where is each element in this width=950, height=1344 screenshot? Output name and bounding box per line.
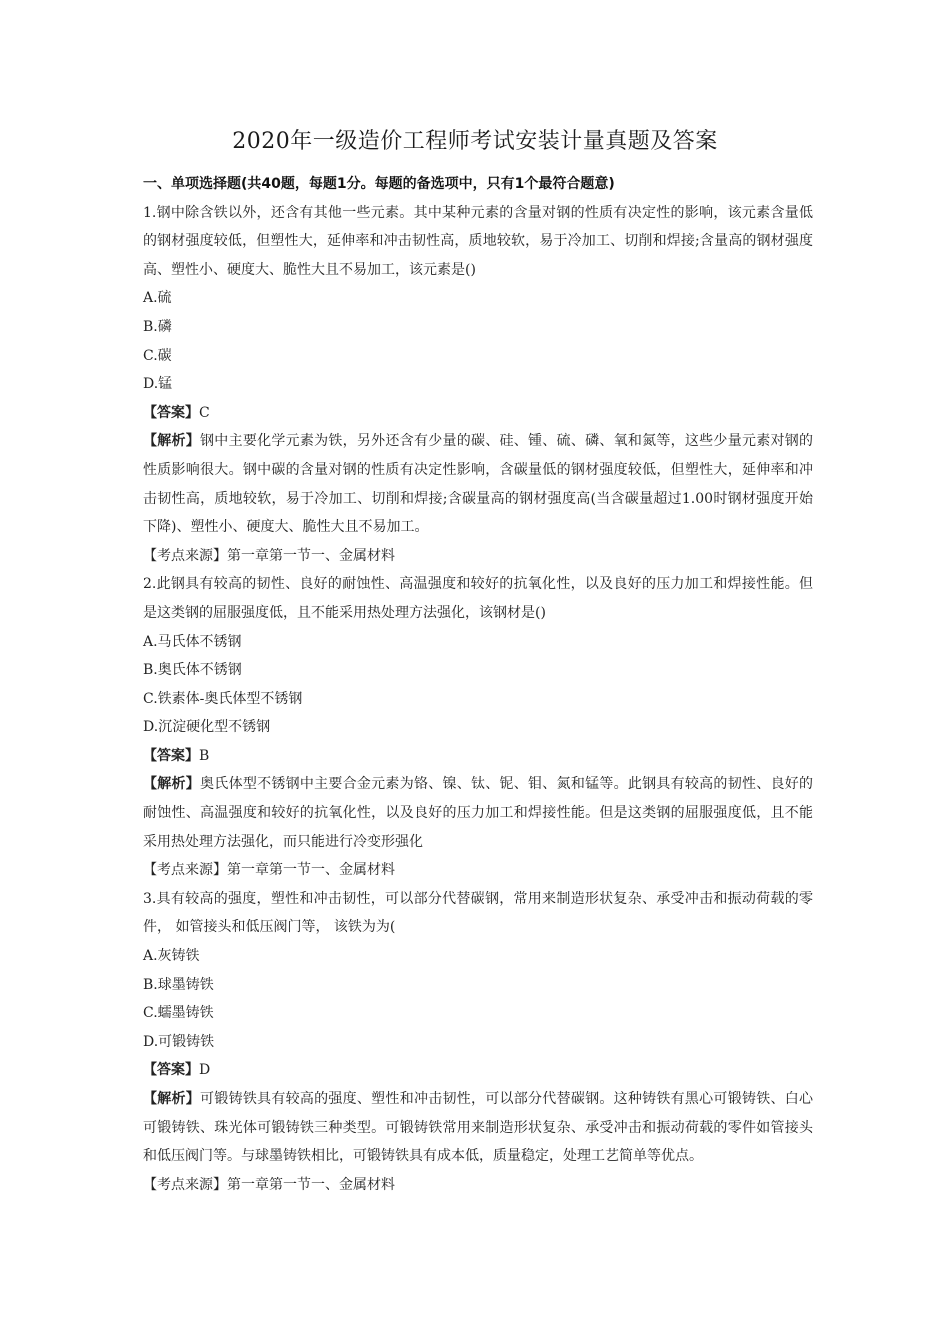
- answer-line: [143, 399, 813, 428]
- question-3: [143, 885, 813, 1200]
- answer-label: 【答案】: [143, 747, 199, 764]
- source-line: [143, 856, 813, 885]
- source-label: 【考点来源】: [143, 862, 227, 879]
- analysis-label: 【解析】: [143, 776, 201, 793]
- option-d: D.沉淀硬化型不锈钢: [143, 719, 271, 736]
- option-b: B.球墨铸铁: [143, 976, 214, 993]
- analysis-label: 【解析】: [143, 433, 201, 450]
- source-text: 第一章第一节一、金属材料: [227, 547, 395, 564]
- option-d: D.锰: [143, 376, 173, 393]
- analysis-text: 可锻铸铁具有较高的强度、塑性和冲击韧性，可以部分代替碳钢。这种铸铁有黑心可锻铸铁、白心可锻铸铁、珠光体可锻铸铁三种类型。可锻铸铁常用来制造形状复杂、承受冲击和振动荷载的零件如管接头和低压阀门等。与球墨铸铁相比，可锻铸铁具有成本低，质量稳定，处理工艺简单等优点。: [143, 1091, 814, 1165]
- question-2: [143, 570, 813, 885]
- question-stem: 3.具有较高的强度，塑性和冲击韧性，可以部分代替碳钢，常用来制造形状复杂、承受冲击和振动荷载的零件， 如管接头和低压阀门等， 该铁为为(: [143, 890, 813, 936]
- question-1: [143, 199, 813, 571]
- option-c: C.碳: [143, 347, 172, 364]
- source-label: 【考点来源】: [143, 1176, 227, 1193]
- answer-value: D: [199, 1062, 211, 1079]
- option-b: B.奥氏体不锈钢: [143, 662, 242, 679]
- source-line: [143, 1171, 813, 1200]
- option-a: A.硫: [143, 290, 172, 307]
- answer-value: B: [199, 747, 210, 764]
- question-stem: 2.此钢具有较高的韧性、良好的耐蚀性、高温强度和较好的抗氧化性，以及良好的压力加工和焊接性能。但是这类钢的屈服强度低，且不能采用热处理方法强化，该钢材是(): [143, 576, 813, 621]
- option-c: C.铁素体-奥氏体型不锈钢: [143, 690, 303, 707]
- option-d: D.可锻铸铁: [143, 1033, 215, 1050]
- analysis-label: 【解析】: [143, 1091, 201, 1107]
- section-heading: 一、单项选择题(共40题，每题1分。每题的备选项中，只有1个最符合题意): [143, 176, 615, 192]
- option-c: C.蠕墨铸铁: [143, 1005, 214, 1022]
- answer-line: [143, 742, 813, 771]
- option-a: A.灰铸铁: [143, 948, 200, 965]
- document-title: 2020年一级造价工程师考试安装计量真题及答案: [232, 129, 718, 154]
- source-text: 第一章第一节一、金属材料: [227, 862, 395, 879]
- analysis-paragraph: [143, 770, 813, 856]
- analysis-text: 奥氏体型不锈钢中主要合金元素为铬、镍、钛、铌、钼、氮和锰等。此钢具有较高的韧性、良好的耐蚀性、高温强度和较好的抗氧化性，以及良好的压力加工和焊接性能。但是这类钢的屈服强度低，且不能采用热处理方法强化，而只能进行冷变形强化: [143, 776, 814, 850]
- document-body: [143, 170, 813, 1199]
- source-line: [143, 542, 813, 571]
- source-label: 【考点来源】: [143, 547, 227, 564]
- analysis-text: 钢中主要化学元素为铁，另外还含有少量的碳、硅、锺、硫、磷、氧和氮等，这些少量元素对钢的性质影响很大。钢中碳的含量对钢的性质有决定性影响，含碳量低的钢材强度较低，但塑性大，延伸率和冲击韧性高，质地较软，易于冷加工、切削和焊接;含碳量高的钢材强度高(当含碳量超过1.00时钢材强度开始下降)、塑性小、硬度大、脆性大且不易加工。: [143, 433, 814, 536]
- source-text: 第一章第一节一、金属材料: [227, 1176, 395, 1193]
- option-a: A.马氏体不锈钢: [143, 633, 242, 650]
- answer-value: C: [199, 404, 210, 421]
- analysis-paragraph: [143, 427, 813, 541]
- analysis-paragraph: [143, 1085, 813, 1171]
- option-b: B.磷: [143, 318, 172, 335]
- answer-line: [143, 1056, 813, 1085]
- answer-label: 【答案】: [143, 1062, 199, 1079]
- question-stem: 1.钢中除含铁以外，还含有其他一些元素。其中某种元素的含量对钢的性质有决定性的影响，该元素含量低的钢材强度较低，但塑性大，延伸率和冲击韧性高，质地较软，易于冷加工、切削和焊接;含量高的钢材强度高、塑性小、硬度大、脆性大且不易加工，该元素是(): [143, 204, 813, 278]
- answer-label: 【答案】: [143, 404, 199, 421]
